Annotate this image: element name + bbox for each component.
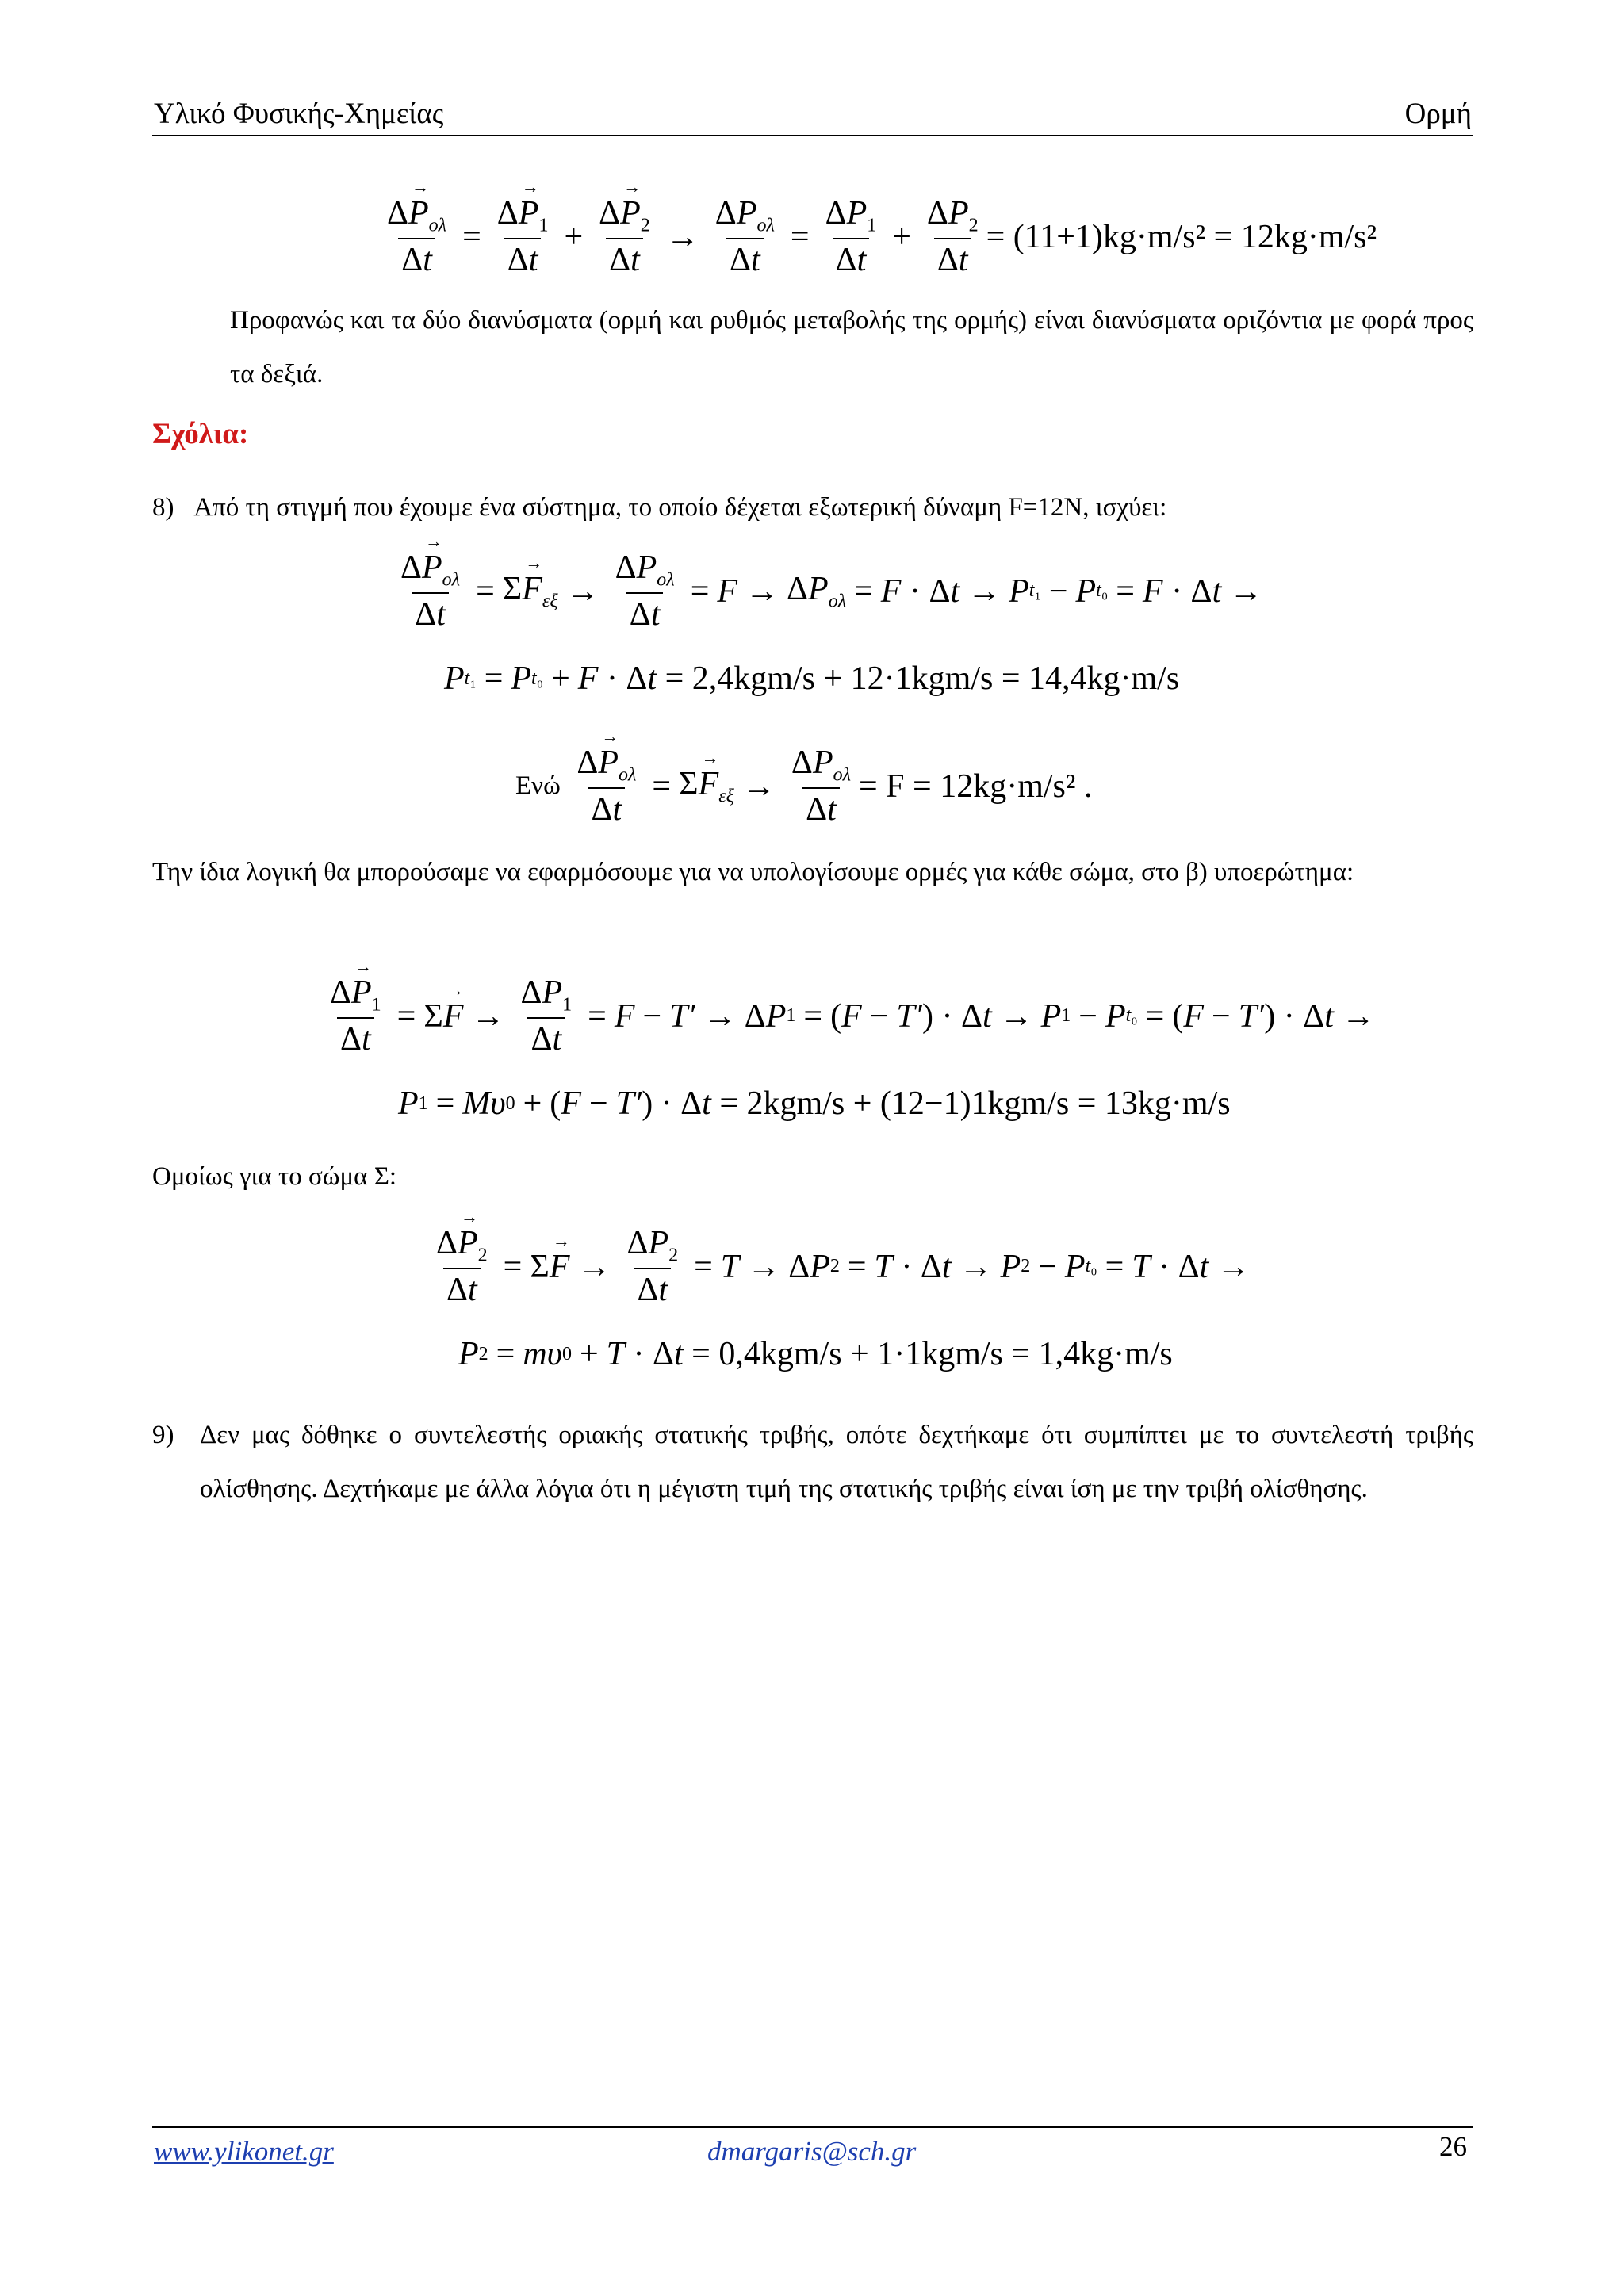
item-number: 9) bbox=[152, 1421, 174, 1449]
paragraph-body-sigma: Ομοίως για το σώμα Σ: bbox=[152, 1162, 397, 1191]
page-number: 26 bbox=[1439, 2131, 1467, 2162]
footer-email-link[interactable]: dmargaris@sch.gr bbox=[707, 2136, 917, 2167]
equation-whereas: Ενώ $\frac{\Delta\to P_{o\lambda}}{\Delta t}$ = $\Sigma\to F_{\varepsilon\xi}$ → $\frac{\Delta P_{o\lambda}}{\Delta t}$ = F = 12kg·m/s² . bbox=[515, 744, 1093, 828]
header-subject: Υλικό Φυσικής-Χημείας bbox=[154, 98, 444, 130]
item-text: Δεν μας δόθηκε ο συντελεστής οριακής στατικής τριβής, οπότε δεχτήκαμε ότι συμπίπτει με το συντελεστή τριβής ολίσθησης. Δεχτήκαμε με άλλα λόγια ότι η μέγιστη τιμή της στατικής τριβής είναι ίση με την τριβή ολίσθησης. bbox=[200, 1421, 1473, 1503]
equation-result: = 2,4kgm/s + 12·1kgm/s = 14,4kg·m/s bbox=[665, 660, 1180, 697]
paragraph-same-logic: Την ίδια λογική θα μπορούσαμε να εφαρμόσουμε για να υπολογίσουμε ορμές για κάθε σώμα, στο β) υποερώτημα: bbox=[152, 858, 1354, 886]
equation-result: = F = 12kg·m/s² . bbox=[859, 767, 1093, 805]
equation-result: = 2kgm/s + (12−1)1kgm/s = 13kg·m/s bbox=[719, 1085, 1231, 1122]
paragraph-vectors: Προφανώς και τα δύο διανύσματα (ορμή και ρυθμός μεταβολής της ορμής) είναι διανύσματα οριζόντια με φορά προς τα δεξιά. bbox=[230, 306, 1473, 388]
equation-system-momentum: $\frac{\Delta\to P_{o\lambda}}{\Delta t}$ = $\Sigma\to F_{\varepsilon\xi}$ → $\frac{\Delta P_{o\lambda}}{\Delta t}$ = F → $\Delta P_{o\lambda}$ = F · Δ t → P t₁ − P t₀ = F · Δ t → bbox=[393, 549, 1270, 633]
header-topic: Ορμή bbox=[1404, 98, 1472, 130]
footer-site-link[interactable]: www.ylikonet.gr bbox=[154, 2136, 334, 2167]
equation-total-momentum-rate: $\frac{\Delta\to P_{o\lambda}}{\Delta t}$ = $\frac{\Delta\to P_1}{\Delta t}$ + $\frac{\Delta\to P_2}{\Delta t}$ → $\frac{\Delta P_{o\lambda}}{\Delta t}$ = $\frac{\Delta P_1}{\Delta t}$ + $\frac{\Delta P_2}{\Delta t}$ = (11+1)kg·m/s² = 12kg·m/s² bbox=[379, 194, 1377, 279]
item-number: 8) bbox=[152, 493, 174, 522]
item-text: Από τη στιγμή που έχουμε ένα σύστημα, το οποίο δέχεται εξωτερική δύναμη F=12N, ισχύει: bbox=[193, 493, 1167, 522]
equation-momentum-body-1: P 1 = Mυ 0 + ( F − T′ ) · Δ t = 2kgm/s + (12−1)1kgm/s = 13kg·m/s bbox=[398, 1085, 1231, 1122]
page-header bbox=[152, 94, 1473, 136]
equation-body-1: $\frac{\Delta\to P_1}{\Delta t}$ = Σ→ F → $\frac{\Delta P_1}{\Delta t}$ = F − T′ → Δ P 1 = ( F − T′ ) · Δ t → P 1 − P t₀ = ( F − T′ ) · Δ t → bbox=[322, 974, 1383, 1058]
list-item-9 bbox=[152, 1408, 1473, 1516]
equation-body-2: $\frac{\Delta\to P_2}{\Delta t}$ = Σ→ F → $\frac{\Delta P_2}{\Delta t}$ = T → Δ P 2 = T · Δ t → P 2 − P t₀ = T · Δ t → bbox=[428, 1224, 1258, 1309]
equation-momentum-t1: P t₁ = P t₀ + F · Δ t = 2,4kgm/s + 12·1kgm/s = 14,4kg·m/s bbox=[444, 660, 1180, 697]
equation-momentum-body-2: P 2 = mυ 0 + T · Δ t = 0,4kgm/s + 1·1kgm/s = 1,4kg·m/s bbox=[458, 1336, 1173, 1372]
equation-result: = 0,4kgm/s + 1·1kgm/s = 1,4kg·m/s bbox=[691, 1336, 1173, 1372]
page-footer bbox=[152, 2126, 1473, 2183]
list-item-8 bbox=[152, 480, 1473, 534]
equation-result: = (11+1)kg·m/s² = 12kg·m/s² bbox=[986, 218, 1377, 255]
section-heading-comments: Σχόλια: bbox=[152, 418, 249, 450]
word-enw: Ενώ bbox=[515, 771, 561, 801]
